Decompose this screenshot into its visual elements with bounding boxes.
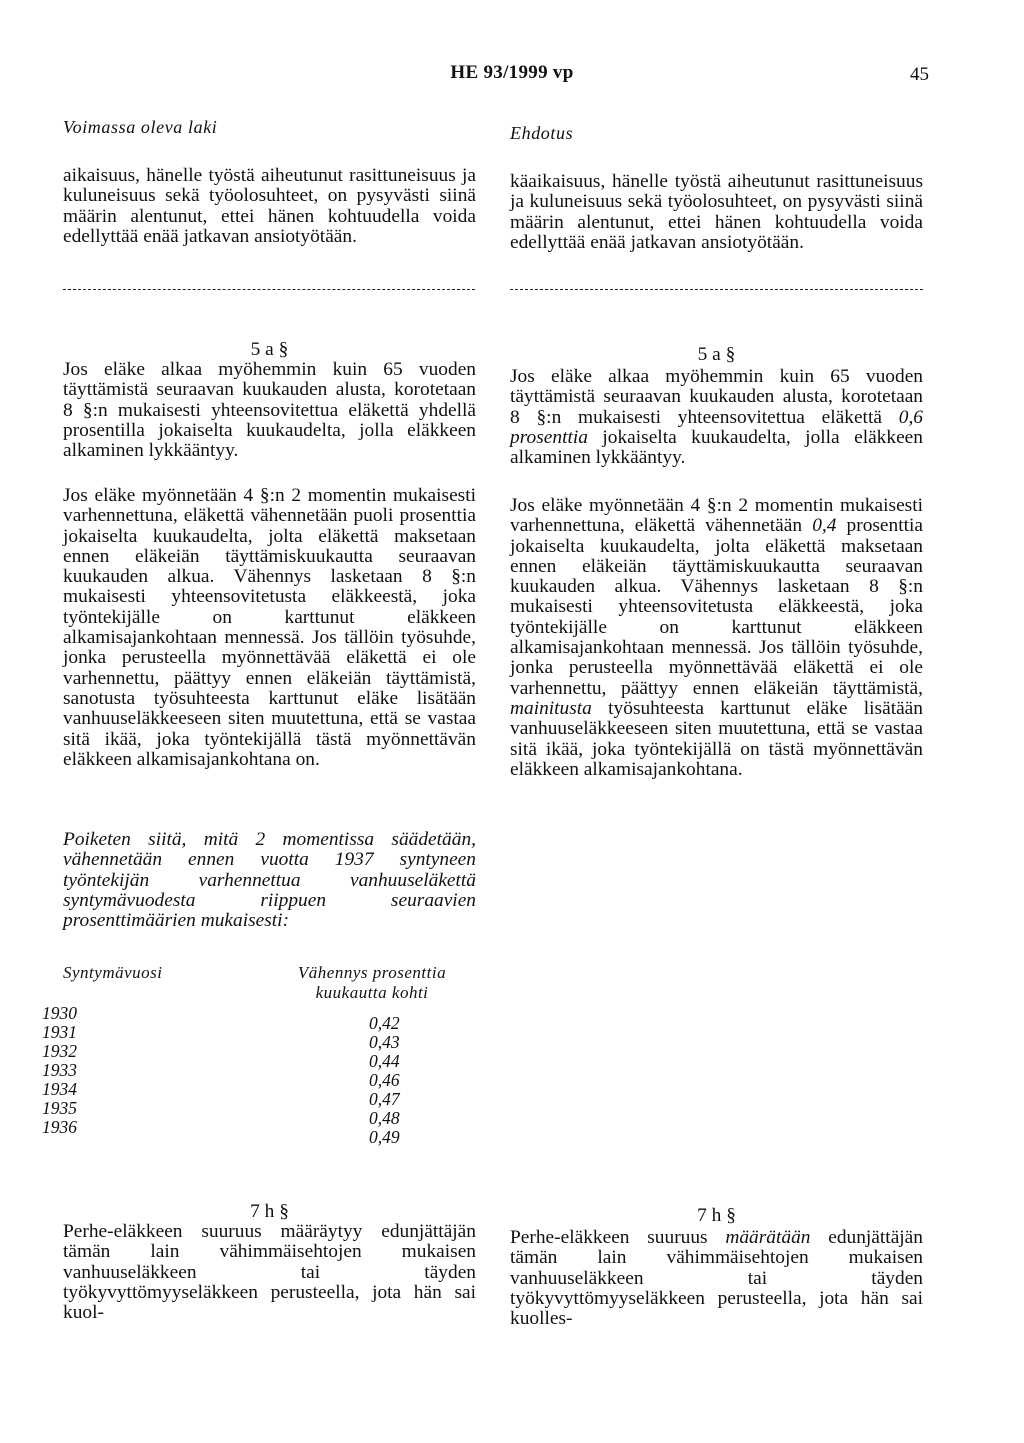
left-5a-paragraph-3: Poiketen siitä, mitä 2 momentissa säädetään, vähennetään ennen vuotta 1937 syntyneen työntekijän varhennettua vanhuuseläkettä syntymävuodesta riippuen seuraavien prosenttimäärien mukaisesti: [63, 829, 476, 932]
table-year-cell: 1933 [42, 1060, 77, 1080]
left-5a-paragraph-1: Jos eläke alkaa myöhemmin kuin 65 vuoden täyttämistä seuraavan kuukauden alusta, korotetaan 8 §:n mukaisesti yhteensovitettua eläkettä yhdellä prosentilla jokaiselta kuukaudelta, jolla eläkkeen alkaminen lykkääntyy. [63, 359, 476, 462]
left-7h-paragraph: Perhe-eläkkeen suuruus määräytyy edunjättäjän tämän lain vähimmäisehtojen mukaisen vanhuuseläkkeen tai täyden työkyvyttömyyseläkkeen perusteella, jota hän sai kuol- [63, 1221, 476, 1324]
table-value-cell: 0,49 [369, 1127, 400, 1147]
right-5a-paragraph-2 [510, 496, 923, 780]
table-value-cell: 0,43 [369, 1032, 400, 1052]
right-p2-text-b: prosenttia jokaiselta kuukaudelta, jolta eläkettä maksetaan ennen eläkeiän täyttämiskuukautta seuraavan kuukauden alkua. Vähennys lasketaan 8 §:n mukaisesti yhteensovitetusta eläkkeestä, joka työntekijälle on karttunut eläkkeen alkamisajankohtaan mennessä. Jos tällöin työsuhde, jonka perusteella myönnettävää eläkettä ei ole varhennettu, päättyy ennen eläkeiän täyttämistä, [510, 515, 924, 699]
table-value-cell: 0,47 [369, 1089, 400, 1109]
right-p2-emphasis-1: 0,4 [812, 515, 837, 537]
right-p2-text-a: Jos eläke myönnetään 4 §:n 2 momentin mukaisesti varhennettuna, eläkettä vähennetään [510, 495, 923, 537]
right-p1-emphasis: 0,6 prosenttia [510, 406, 923, 448]
left-5a-paragraph-2: Jos eläke myönnetään 4 §:n 2 momentin mukaisesti varhennettuna, eläkettä vähennetään puoli prosenttia jokaiselta kuukaudelta, jolta eläkettä maksetaan ennen eläkeiän täyttämiskuukautta seuraavan kuukauden alkua. Vähennys lasketaan 8 §:n mukaisesti yhteensovitetusta eläkkeestä, joka työntekijälle on karttunut eläkkeen alkamisajankohtaan mennessä. Jos tällöin työsuhde, jonka perusteella myönnettävää eläkettä ei ole varhennettu, päättyy ennen eläkeiän täyttämistä, sanotusta työsuhteesta karttunut eläke lisätään vanhuuseläkkeeseen siten muutettuna, että se vastaa sitä ikää, joka työntekijällä tästä myönnettävän eläkkeen alkamisajankohtana on. [63, 485, 476, 770]
document-header: HE 93/1999 vp [450, 62, 574, 83]
right-intro-paragraph: käaikaisuus, hänelle työstä aiheutunut rasittuneisuus ja kuluneisuus sekä työolosuhteet, on pysyvästi siinä määrin alentunut, ettei hänen kohtuudella voida edellyttää enää jatkavan ansiotyötään. [510, 171, 923, 253]
right-5a-paragraph-1 [510, 367, 923, 468]
table-year-cell: 1932 [42, 1041, 77, 1061]
left-column-label: Voimassa oleva laki [63, 117, 218, 137]
table-value-cell: 0,44 [369, 1051, 400, 1071]
table-value-cell: 0,46 [369, 1070, 400, 1090]
table-year-cell: 1935 [42, 1098, 77, 1118]
table-value-cell: 0,42 [369, 1013, 400, 1033]
table-header-reduction [262, 963, 482, 1003]
table-year-cell: 1930 [42, 1003, 77, 1023]
table-year-cell: 1931 [42, 1022, 77, 1042]
table-header-reduction-line2: kuukautta kohti [315, 983, 429, 1002]
right-dashed-separator [510, 289, 923, 290]
right-section-5a-heading: 5 a § [697, 344, 736, 365]
table-header-year: Syntymävuosi [63, 963, 163, 982]
table-year-cell: 1934 [42, 1079, 77, 1099]
right-p1-text-a: Jos eläke alkaa myöhemmin kuin 65 vuoden täyttämistä seuraavan kuukauden alusta, korotetaan 8 §:n mukaisesti yhteensovitettua eläkettä [510, 366, 923, 428]
right-p2-emphasis-2: mainitusta [510, 697, 592, 719]
right-section-7h-heading: 7 h § [697, 1205, 736, 1226]
right-p4-emphasis: määrätään [725, 1227, 811, 1248]
table-year-cell: 1936 [42, 1117, 77, 1137]
right-p1-text-b: jokaiselta kuukaudelta, jolla eläkkeen alkaminen lykkääntyy. [510, 426, 923, 469]
left-dashed-separator [63, 289, 475, 290]
right-p2-text-c: työsuhteesta karttunut eläke lisätään vanhuuseläkkeeseen siten muutettuna, että se vastaa sitä ikää, joka työntekijällä on tästä myönnettävän eläkkeen alkamisajankohtana. [510, 697, 923, 780]
right-7h-paragraph [510, 1228, 923, 1329]
right-p4-text-b: edunjättäjän tämän lain vähimmäisehtojen mukaisen vanhuuseläkkeen tai täyden työkyvyttömyyseläkkeen perusteella, jota hän sai kuolles- [510, 1227, 923, 1330]
table-header-reduction-line1: Vähennys prosenttia [297, 963, 447, 982]
right-p4-text-a: Perhe-eläkkeen suuruus [510, 1227, 726, 1248]
left-section-5a-heading: 5 a § [250, 339, 289, 360]
left-section-7h-heading: 7 h § [250, 1201, 289, 1222]
page-number: 45 [910, 64, 929, 85]
right-column-label: Ehdotus [510, 123, 574, 143]
left-intro-paragraph: aikaisuus, hänelle työstä aiheutunut rasittuneisuus ja kuluneisuus sekä työolosuhteet, on pysyvästi siinä määrin alentunut, ettei hänen kohtuudella voida edellyttää enää jatkavan ansiotyötään. [63, 165, 476, 247]
table-value-cell: 0,48 [369, 1108, 400, 1128]
